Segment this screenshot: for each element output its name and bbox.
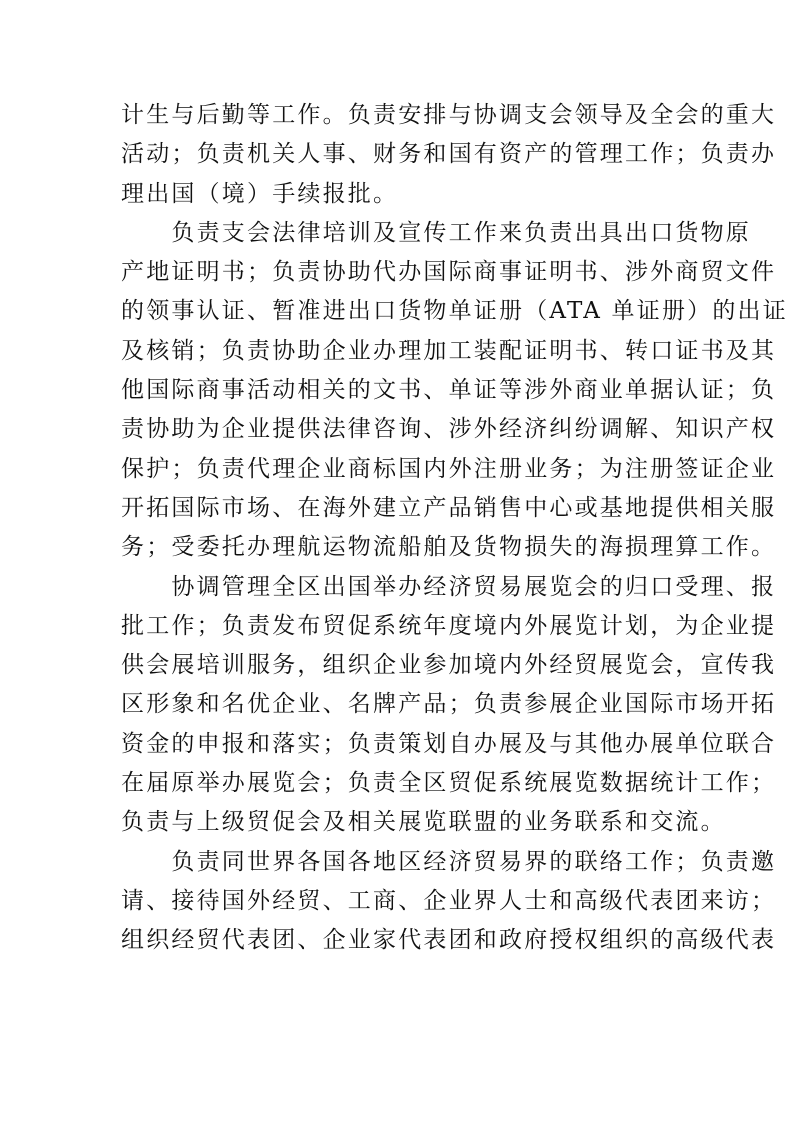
text-line: 负责同世界各国各地区经济贸易界的联络工作；负责邀 (121, 848, 777, 875)
text-line: 负责与上级贸促会及相关展览联盟的业务联系和交流。 (121, 809, 726, 836)
text-line: 负责支会法律培训及宣传工作来负责出具出口货物原 (121, 219, 751, 246)
text-line: 产地证明书；负责协助代办国际商事证明书、涉外商贸文件 (121, 259, 777, 286)
text-line: 保护；负责代理企业商标国内外注册业务；为注册签证企业 (121, 455, 777, 482)
text-line: 批工作；负责发布贸促系统年度境内外展览计划，为企业提 (121, 612, 777, 639)
text-line: 务；受委托办理航运物流船舶及货物损失的海损理算工作。 (121, 534, 777, 561)
text-line: 活动；负责机关人事、财务和国有资产的管理工作；负责办 (121, 141, 777, 168)
text-line: 的领事认证、暂准进出口货物单证册（ATA 单证册）的出证 (121, 298, 788, 325)
paragraph (121, 568, 777, 843)
paragraph (121, 96, 777, 214)
text-line: 资金的申报和落实；负责策划自办展及与其他办展单位联合 (121, 730, 777, 757)
text-line: 在届原举办展览会；负责全区贸促系统展览数据统计工作； (121, 770, 777, 797)
text-line: 协调管理全区出国举办经济贸易展览会的归口受理、报 (121, 573, 777, 600)
text-line: 计生与后勤等工作。负责安排与协调支会领导及全会的重大 (121, 102, 777, 128)
text-line: 及核销；负责协助企业办理加工装配证明书、转口证书及其 (121, 337, 777, 364)
text-line: 供会展培训服务，组织企业参加境内外经贸展览会，宣传我 (121, 652, 777, 679)
text-line: 请、接待国外经贸、工商、企业界人士和高级代表团来访； (121, 887, 777, 914)
text-line: 组织经贸代表团、企业家代表团和政府授权组织的高级代表 (121, 927, 777, 954)
document-page (121, 96, 788, 961)
text-line: 理出国（境）手续报批。 (121, 180, 399, 207)
text-line: 区形象和名优企业、名牌产品；负责参展企业国际市场开拓 (121, 691, 777, 718)
text-line: 责协助为企业提供法律咨询、涉外经济纠纷调解、知识产权 (121, 416, 777, 443)
paragraph (121, 214, 788, 568)
text-line: 他国际商事活动相关的文书、单证等涉外商业单据认证；负 (121, 377, 777, 404)
paragraph (121, 843, 777, 961)
text-line: 开拓国际市场、在海外建立产品销售中心或基地提供相关服 (121, 494, 777, 521)
